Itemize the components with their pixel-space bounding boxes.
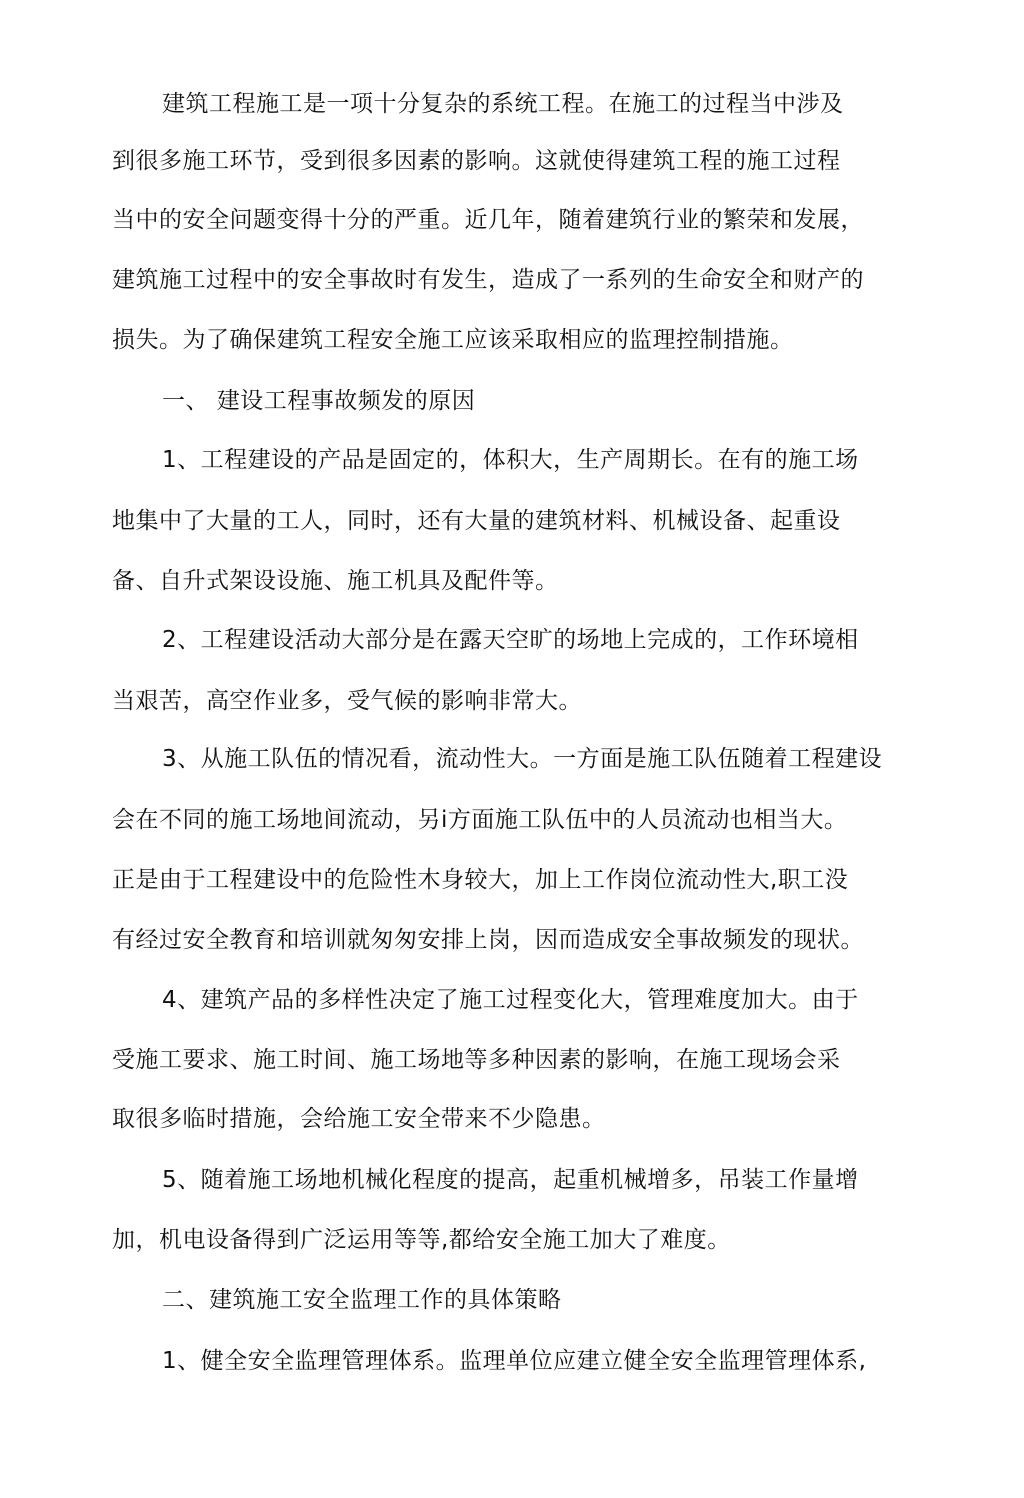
item-1-line-3: 备、自升式架设设施、施工机具及配件等。 [112, 568, 559, 594]
paragraph-1-line-3: 当中的安全问题变得十分的严重。近几年，随着建筑行业的繁荣和发展， [112, 207, 864, 233]
section-heading-2: 二、建筑施工安全监理工作的具体策略 [162, 1287, 562, 1313]
paragraph-1-line-1: 建筑工程施工是一项十分复杂的系统工程。在施工的过程当中涉及 [162, 91, 844, 117]
item-2-line-2: 当艰苦，高空作业多，受气候的影响非常大。 [112, 688, 582, 714]
paragraph-1-line-5: 损失。为了确保建筑工程安全施工应该采取相应的监理控制措施。 [112, 327, 794, 353]
item-3-line-4: 有经过安全教育和培训就匆匆安排上岗，因而造成安全事故频发的现状。 [112, 927, 864, 953]
section-2-item-1-line-1: 1、健全安全监理管理体系。监理单位应建立健全安全监理管理体系, [162, 1348, 867, 1374]
section-heading-1: 一、 建设工程事故频发的原因 [162, 388, 476, 414]
paragraph-1-line-2: 到很多施工环节，受到很多因素的影响。这就使得建筑工程的施工过程 [112, 148, 841, 174]
item-5-line-2: 加，机电设备得到广泛运用等等,都给安全施工加大了难度。 [112, 1227, 731, 1253]
item-1-line-1: 1、工程建设的产品是固定的，体积大，生产周期长。在有的施工场 [162, 447, 859, 473]
item-3-line-1: 3、从施工队伍的情况看，流动性大。一方面是施工队伍随着工程建设 [162, 746, 883, 772]
item-1-line-2: 地集中了大量的工人，同时，还有大量的建筑材料、机械设备、起重设 [112, 508, 841, 534]
item-3-line-2: 会在不同的施工场地间流动，另i方面施工队伍中的人员流动也相当大。 [112, 807, 848, 833]
item-4-line-3: 取很多临时措施，会给施工安全带来不少隐患。 [112, 1106, 606, 1132]
item-5-line-1: 5、随着施工场地机械化程度的提高，起重机械增多，吊装工作量增 [162, 1167, 859, 1193]
item-4-line-1: 4、建筑产品的多样性决定了施工过程变化大，管理难度加大。由于 [162, 987, 859, 1013]
item-2-line-1: 2、工程建设活动大部分是在露天空旷的场地上完成的，工作环境相 [162, 627, 859, 653]
item-4-line-2: 受施工要求、施工时间、施工场地等多种因素的影响，在施工现场会采 [112, 1047, 841, 1073]
item-3-line-3: 正是由于工程建设中的危险性木身较大，加上工作岗位流动性大,职工没 [112, 867, 849, 893]
paragraph-1-line-4: 建筑施工过程中的安全事故时有发生，造成了一系列的生命安全和财产的 [112, 267, 864, 293]
